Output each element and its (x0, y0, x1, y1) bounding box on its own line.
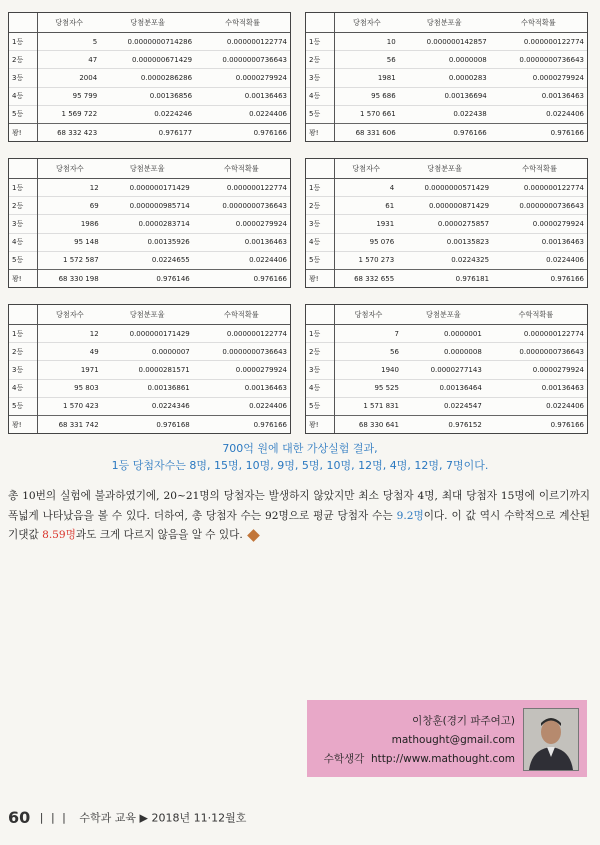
table-row (9, 69, 290, 87)
result-table (9, 13, 290, 141)
caption-line-1: 700억 원에 대한 가상실험 결과, (222, 442, 378, 455)
column-header: 당첨분포율 (399, 13, 490, 33)
rank-cell: 2등 (9, 197, 38, 215)
table-row (9, 269, 290, 287)
expected-value-highlight: 8.59명 (42, 529, 76, 541)
rank-cell: 4등 (306, 233, 335, 251)
value-cell: 69 (38, 197, 102, 215)
value-cell: 1 572 587 (38, 251, 102, 269)
rank-cell: 5등 (306, 397, 335, 415)
value-cell: 0.0000286286 (100, 69, 195, 87)
value-cell: 0.00136463 (492, 233, 587, 251)
result-table (306, 159, 587, 287)
value-cell: 4 (335, 179, 398, 197)
value-cell: 56 (335, 51, 399, 69)
column-header: 수학적확률 (490, 13, 587, 33)
value-cell: 0.976166 (490, 123, 587, 141)
table-row (9, 215, 290, 233)
value-cell: 0.0224406 (485, 397, 587, 415)
column-header: 당첨자수 (335, 159, 398, 179)
rank-cell: 꽝! (9, 123, 38, 141)
table-row (9, 415, 290, 433)
rank-cell: 5등 (9, 105, 38, 123)
rank-cell: 2등 (306, 51, 335, 69)
rank-cell: 5등 (9, 397, 38, 415)
value-cell: 0.000000985714 (102, 197, 193, 215)
value-cell: 0.0000279924 (193, 361, 290, 379)
value-cell: 0.0000279924 (492, 215, 587, 233)
value-cell: 68 332 423 (38, 123, 101, 141)
column-header (306, 13, 335, 33)
rank-cell: 꽝! (306, 123, 335, 141)
value-cell: 10 (335, 33, 399, 51)
table-row (306, 397, 587, 415)
result-table (9, 305, 290, 433)
table-row (9, 123, 290, 141)
value-cell: 95 799 (38, 87, 101, 105)
value-cell: 0.000000871429 (397, 197, 492, 215)
table-row (306, 215, 587, 233)
value-cell: 0.022438 (399, 105, 490, 123)
result-table-4 (305, 158, 588, 288)
value-cell: 95 803 (38, 379, 102, 397)
rank-cell: 1등 (9, 33, 38, 51)
value-cell: 68 331 742 (38, 415, 102, 433)
author-info-box (307, 700, 587, 777)
rank-cell: 4등 (306, 379, 335, 397)
table-row (9, 233, 290, 251)
value-cell: 0.976177 (100, 123, 195, 141)
value-cell: 0.00136463 (485, 379, 587, 397)
value-cell: 0.0000007 (102, 343, 193, 361)
rank-cell: 3등 (306, 215, 335, 233)
result-table-2 (305, 12, 588, 142)
table-row (306, 33, 587, 51)
value-cell: 95 525 (335, 379, 402, 397)
value-cell: 0.976181 (397, 269, 492, 287)
rank-cell: 꽝! (306, 269, 335, 287)
column-header (9, 13, 38, 33)
rank-cell: 3등 (306, 361, 335, 379)
rank-cell: 4등 (9, 379, 38, 397)
value-cell: 0.976152 (402, 415, 485, 433)
result-table (306, 13, 587, 141)
column-header: 당첨자수 (38, 13, 101, 33)
value-cell: 0.00136856 (100, 87, 195, 105)
page-footer (8, 808, 246, 827)
end-mark-diamond-icon (247, 529, 260, 542)
rank-cell: 4등 (9, 233, 38, 251)
value-cell: 0.976166 (193, 415, 290, 433)
value-cell: 0.000000122774 (193, 325, 290, 343)
table-row (306, 197, 587, 215)
footer-bars: | | | (39, 811, 68, 824)
value-cell: 95 076 (335, 233, 398, 251)
value-cell: 0.000000671429 (100, 51, 195, 69)
caption-line-2: 1등 당첨자수는 8명, 15명, 10명, 9명, 5명, 10명, 12명, 4명, 12명, 7명이다. (111, 459, 489, 472)
rank-cell: 1등 (306, 179, 335, 197)
value-cell: 1 570 273 (335, 251, 398, 269)
result-table-1 (8, 12, 291, 142)
value-cell: 0.976166 (193, 269, 290, 287)
body-paragraph (8, 487, 590, 546)
column-header: 당첨자수 (38, 305, 102, 325)
column-header: 수학적확률 (492, 159, 587, 179)
paragraph-text-3: 과도 크게 다르지 않음을 알 수 있다. (75, 529, 243, 541)
result-table (9, 159, 290, 287)
column-header (306, 305, 335, 325)
value-cell: 95 686 (335, 87, 399, 105)
result-table-3 (8, 158, 291, 288)
value-cell: 0.0224406 (490, 105, 587, 123)
value-cell: 0.0000000736643 (193, 197, 290, 215)
value-cell: 0.976166 (195, 123, 290, 141)
rank-cell: 4등 (9, 87, 38, 105)
value-cell: 0.976166 (485, 415, 587, 433)
value-cell: 0.0224655 (102, 251, 193, 269)
rank-cell: 3등 (306, 69, 335, 87)
figure-caption (0, 440, 600, 474)
value-cell: 0.976146 (102, 269, 193, 287)
value-cell: 1 570 423 (38, 397, 102, 415)
table-row (306, 87, 587, 105)
value-cell: 47 (38, 51, 101, 69)
value-cell: 1940 (335, 361, 402, 379)
value-cell: 0.0224246 (100, 105, 195, 123)
rank-cell: 1등 (306, 33, 335, 51)
value-cell: 61 (335, 197, 398, 215)
table-row (306, 105, 587, 123)
paragraph-text-2: 이다. 이 값 역시 수학적으로 계산된 기댓값 (8, 509, 590, 541)
value-cell: 0.0000279924 (193, 215, 290, 233)
rank-cell: 1등 (9, 179, 38, 197)
table-row (306, 379, 587, 397)
rank-cell: 2등 (9, 51, 38, 69)
value-cell: 0.000000122774 (490, 33, 587, 51)
paragraph-text-1: 총 10번의 실험에 불과하였기에, 20~21명의 당첨자는 발생하지 않았지만 최소 당첨자 4명, 최대 당첨자 15명에 이르기까지 폭넓게 나타났음을 볼 수 있다. 더하여, 총 당첨자 수는 92명으로 평균 당첨자 수는 (8, 490, 590, 522)
person-portrait-icon (524, 709, 578, 770)
value-cell: 0.0000008 (399, 51, 490, 69)
result-table-6 (305, 304, 588, 434)
value-cell: 0.0000279924 (490, 69, 587, 87)
result-table-5 (8, 304, 291, 434)
column-header: 수학적확률 (195, 13, 290, 33)
column-header: 당첨분포율 (402, 305, 485, 325)
value-cell: 0.0224346 (102, 397, 193, 415)
value-cell: 1 570 661 (335, 105, 399, 123)
value-cell: 0.00136463 (193, 379, 290, 397)
value-cell: 0.0224325 (397, 251, 492, 269)
value-cell: 0.0000000736643 (490, 51, 587, 69)
rank-cell: 2등 (306, 343, 335, 361)
value-cell: 0.00136463 (490, 87, 587, 105)
value-cell: 0.0000283714 (102, 215, 193, 233)
value-cell: 0.0000000736643 (193, 343, 290, 361)
value-cell: 0.0000000736643 (492, 197, 587, 215)
rank-cell: 꽝! (306, 415, 335, 433)
value-cell: 0.00135926 (102, 233, 193, 251)
value-cell: 1986 (38, 215, 102, 233)
author-name: 이창훈(경기 파주여고) (412, 715, 515, 727)
result-table (306, 305, 587, 433)
value-cell: 0.976168 (102, 415, 193, 433)
value-cell: 49 (38, 343, 102, 361)
value-cell: 0.0000008 (402, 343, 485, 361)
value-cell: 0.976166 (399, 123, 490, 141)
table-row (9, 197, 290, 215)
table-row (306, 123, 587, 141)
table-row (9, 361, 290, 379)
rank-cell: 3등 (9, 69, 38, 87)
column-header: 당첨자수 (335, 13, 399, 33)
value-cell: 0.00136861 (102, 379, 193, 397)
value-cell: 0.00136463 (193, 233, 290, 251)
rank-cell: 5등 (306, 251, 335, 269)
value-cell: 0.0000000736643 (485, 343, 587, 361)
table-row (306, 179, 587, 197)
value-cell: 0.976166 (492, 269, 587, 287)
table-row (306, 325, 587, 343)
table-row (9, 51, 290, 69)
column-header: 당첨자수 (38, 159, 102, 179)
rank-cell: 1등 (306, 325, 335, 343)
value-cell: 0.000000142857 (399, 33, 490, 51)
table-row (306, 51, 587, 69)
column-header (306, 159, 335, 179)
value-cell: 0.0000275857 (397, 215, 492, 233)
value-cell: 0.000000122774 (492, 179, 587, 197)
value-cell: 0.0224406 (492, 251, 587, 269)
rank-cell: 4등 (306, 87, 335, 105)
value-cell: 5 (38, 33, 101, 51)
value-cell: 0.0224406 (193, 251, 290, 269)
value-cell: 0.0224547 (402, 397, 485, 415)
rank-cell: 1등 (9, 325, 38, 343)
table-row (9, 379, 290, 397)
table-row (9, 325, 290, 343)
value-cell: 68 331 606 (335, 123, 399, 141)
value-cell: 68 330 198 (38, 269, 102, 287)
value-cell: 0.0000000571429 (397, 179, 492, 197)
column-header: 수학적확률 (193, 159, 290, 179)
rank-cell: 2등 (306, 197, 335, 215)
value-cell: 0.00136464 (402, 379, 485, 397)
value-cell: 0.0000001 (402, 325, 485, 343)
author-photo (523, 708, 579, 771)
value-cell: 1981 (335, 69, 399, 87)
rank-cell: 3등 (9, 361, 38, 379)
table-row (306, 233, 587, 251)
value-cell: 0.000000122774 (485, 325, 587, 343)
value-cell: 0.000000171429 (102, 179, 193, 197)
author-website[interactable]: http://www.mathought.com (370, 753, 515, 765)
column-header: 당첨자수 (335, 305, 402, 325)
rank-cell: 2등 (9, 343, 38, 361)
table-row (9, 343, 290, 361)
column-header (9, 305, 38, 325)
value-cell: 0.00135823 (397, 233, 492, 251)
table-row (9, 179, 290, 197)
column-header: 당첨분포율 (100, 13, 195, 33)
column-header: 당첨분포율 (102, 159, 193, 179)
rank-cell: 5등 (9, 251, 38, 269)
page-number: 60 (8, 808, 31, 827)
value-cell: 0.0000279924 (485, 361, 587, 379)
author-email[interactable]: mathought@gmail.com (391, 734, 515, 746)
table-row (306, 343, 587, 361)
value-cell: 1931 (335, 215, 398, 233)
footer-journal: 수학과 교육 ▶ 2018년 11·12월호 (79, 811, 247, 825)
table-row (9, 87, 290, 105)
site-label: 수학생각 (323, 753, 365, 765)
column-header: 수학적확률 (193, 305, 290, 325)
value-cell: 0.0224406 (195, 105, 290, 123)
value-cell: 0.000000171429 (102, 325, 193, 343)
value-cell: 68 332 655 (335, 269, 398, 287)
rank-cell: 꽝! (9, 415, 38, 433)
value-cell: 0.00136463 (195, 87, 290, 105)
rank-cell: 3등 (9, 215, 38, 233)
column-header (9, 159, 38, 179)
value-cell: 0.0000000714286 (100, 33, 195, 51)
value-cell: 1 571 831 (335, 397, 402, 415)
table-row (306, 415, 587, 433)
value-cell: 0.0000283 (399, 69, 490, 87)
value-cell: 0.000000122774 (195, 33, 290, 51)
value-cell: 0.0224406 (193, 397, 290, 415)
table-row (306, 269, 587, 287)
table-row (9, 397, 290, 415)
value-cell: 0.000000122774 (193, 179, 290, 197)
value-cell: 0.0000281571 (102, 361, 193, 379)
value-cell: 95 148 (38, 233, 102, 251)
table-row (9, 105, 290, 123)
rank-cell: 5등 (306, 105, 335, 123)
column-header: 당첨분포율 (102, 305, 193, 325)
value-cell: 0.0000277143 (402, 361, 485, 379)
value-cell: 7 (335, 325, 402, 343)
table-row (306, 69, 587, 87)
value-cell: 0.0000279924 (195, 69, 290, 87)
rank-cell: 꽝! (9, 269, 38, 287)
value-cell: 2004 (38, 69, 101, 87)
value-cell: 12 (38, 179, 102, 197)
average-winners-highlight: 9.2명 (396, 509, 424, 522)
table-row (306, 361, 587, 379)
value-cell: 1 569 722 (38, 105, 101, 123)
table-row (306, 251, 587, 269)
value-cell: 68 330 641 (335, 415, 402, 433)
value-cell: 12 (38, 325, 102, 343)
value-cell: 1971 (38, 361, 102, 379)
value-cell: 0.00136694 (399, 87, 490, 105)
table-row (9, 251, 290, 269)
column-header: 수학적확률 (485, 305, 587, 325)
table-row (9, 33, 290, 51)
column-header: 당첨분포율 (397, 159, 492, 179)
value-cell: 0.0000000736643 (195, 51, 290, 69)
value-cell: 56 (335, 343, 402, 361)
